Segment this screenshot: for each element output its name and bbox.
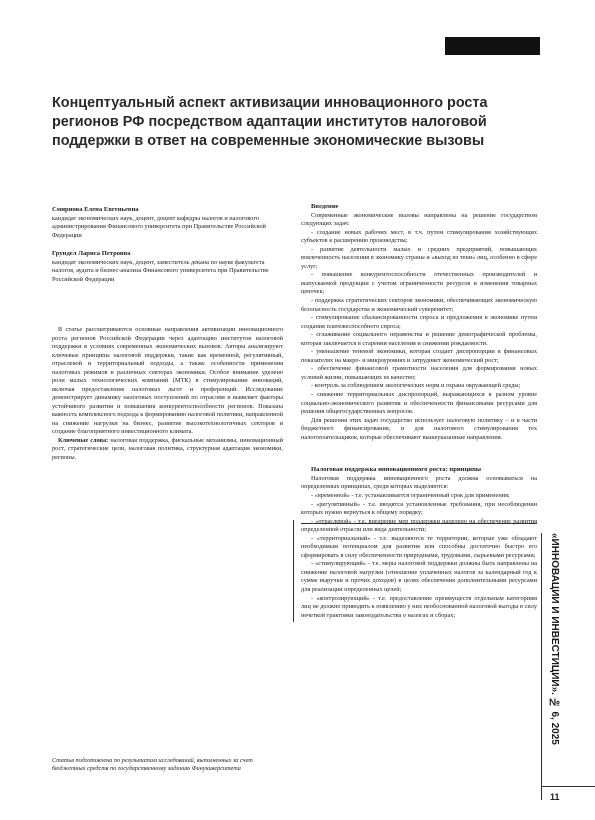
intro-paragraph: - контроль за соблюдением экологических норм и охрана окружающей среды;	[311, 382, 521, 390]
section-paragraph: - «контролирующий» - т.е. предоставление преимуществ отдельным категориям лиц не должно приводить к появлению у них необоснованной налоговой выгоды в силу нечеткой трактовки законодательства о налогах и сборах;	[301, 594, 537, 619]
intro-paragraph: Современные экономические вызовы направлены на решение государством следующих задач:	[301, 211, 537, 228]
author-affiliation: кандидат экономических наук, доцент, доцент кафедры налогов и налогового администрирования Финансового университета при Правительстве Российской Федерации	[52, 214, 266, 239]
author-1	[52, 206, 283, 240]
section-paragraph: - «регулятивный» - т.е. вводятся установленные требования, при несоблюдении которых нужно вернуться к общему порядку;	[301, 500, 537, 517]
column-divider	[293, 520, 294, 622]
intro-paragraph: - обеспечение финансовой грамотности населения для формирования новых условий жизни, повышающих ее качество;	[301, 365, 537, 381]
journal-name: «ИННОВАЦИИ И ИНВЕСТИЦИИ». № 6, 2025	[549, 533, 560, 745]
footer-divider	[541, 786, 595, 787]
section-paragraph: - «стимулирующий» - т.е. меры налоговой поддержки должны быть направлены на снижение налоговой нагрузки (отношение уплаченных налогов за календарный год к сумме выручки и прочих доходов) в целях обеспечения дополнительными ресурсами для реализации определенных целей;	[301, 560, 537, 593]
keywords	[52, 437, 283, 463]
header-bar	[445, 37, 540, 55]
section-paragraph: Налоговая поддержка инновационного роста должна основываться на определенных принципах, среди которых выделяются:	[301, 474, 537, 491]
funding-footnote: Статья подготовлена по результатам исследований, выполненных за счет бюджетных средств по государственному заданию Финуниверситета	[52, 757, 253, 772]
intro-paragraph: - снижение территориальных диспропорций, выражающихся в разном уровне социально-экономического развития и обеспеченности финансовыми ресурсами для решения общегосударственных вопросов.	[301, 391, 537, 416]
journal-title: «ИННОВАЦИИ И ИНВЕСТИЦИИ»	[549, 533, 560, 693]
intro-paragraph: - создание новых рабочих мест, в т.ч. путем стимулирования хозяйствующих субъектов к расширению производства;	[301, 228, 537, 245]
abstract-paragraph: В статье рассматриваются основные направления активизации инновационного роста регионов Российской Федерации через адаптацию институтов налоговой поддержки в условиях современных экономических вызовов. Авторы анализируют ключевые принципы налоговой поддержки, такие как временной, регулятивный, отраслевой и территориальный подходы, а также особенности применения налоговых режимов в различных секторах экономики. Особое внимание уделено роли малых технологических компаний (МТК) в стимулировании инноваций, включая предоставление налоговых льгот и преференций. Исследование демонстрирует динамику налоговых поступлений по отраслям и выявляет факторы устойчивого развития и повышения конкурентоспособности регионов. Показана важность комплексного подхода к формированию налоговой политики, направленной на снижение нагрузки на бизнес, развитие высокотехнологичных секторов и создание благоприятного инвестиционного климата.	[52, 326, 283, 435]
right-column	[301, 203, 537, 620]
section-heading: Налоговая поддержка инновационного роста: принципы	[311, 466, 482, 474]
intro-paragraph: - уменьшение теневой экономики, которая создает диспропорции в финансовых показателях на макро- и микроуровнях и затрудняет экономический рост;	[301, 348, 537, 364]
author-2	[52, 250, 283, 284]
journal-issue: № 6, 2025	[549, 697, 560, 745]
author-affiliation: кандидат экономических наук, доцент, заместитель декана по науке факультета налогов, аудита и бизнес-анализа Финансового университета при Правительстве Российской Федерации	[52, 258, 269, 283]
article-title: Концептуальный аспект активизации инновационного роста регионов РФ посредством адаптации институтов налоговой поддержки в ответ на современные экономические вызовы	[52, 95, 488, 149]
section-paragraph: - «территориальный» - т.е. выделяются те территории, которые уже обладают необходимым потенциалом для развития или способны достаточно быстро его сформировать в силу обеспеченности природными, трудовыми, сырьевыми ресурсами;	[301, 534, 537, 559]
intro-paragraph: - поддержка стратегических секторов экономики, обеспечивающих экономическую безопасность государства и экономический суверенитет;	[301, 297, 537, 313]
section-paragraph: - «отраслевой» - т.е. внедрение мер поддержки нацелено на обеспечение развития определенной отрасли или вида деятельности;	[301, 517, 537, 534]
keywords-label: Ключевые слова:	[58, 436, 109, 444]
intro-paragraph: - повышение конкурентоспособности отечественных производителей и выпускаемой продукции с учетом ограниченности ресурсов и изменения товарных цепочек;	[301, 271, 537, 296]
section-paragraph: - «временной» - т.е. устанавливается ограниченный срок для применения;	[311, 491, 510, 499]
intro-paragraph: - развитие деятельности малых и средних предприятий, повышающих вовлеченность населения в экономику страны и «выход из тени» лиц, особенно в сфере услуг;	[301, 245, 537, 270]
author-name: Грундел Лариса Петровна	[52, 250, 131, 257]
left-column	[52, 206, 283, 462]
intro-paragraph: - сглаживание социального неравенства и решение демографической проблемы, которая заключается в старении населения и снижении рождаемости.	[301, 331, 537, 347]
intro-heading: Введение	[311, 203, 339, 210]
keywords-text: налоговая поддержка, фискальные механизмы, инновационный рост, стратегические цели, налоговая политика, структурная адаптация экономики, регионы.	[52, 436, 283, 461]
abstract	[52, 326, 283, 462]
page-number: 11	[550, 792, 560, 802]
intro-paragraph: Для решения этих задач государство использует налоговую политику – и в части бюджетного финансирования, и для налогового стимулирования тех налогоплательщиков, которые обеспечивают вышеуказанные направления.	[301, 416, 537, 441]
sidebar-divider	[541, 533, 542, 800]
author-name: Смирнова Елена Евгеньевна	[52, 206, 139, 213]
intro-paragraph: - стимулирование сбалансированности спроса и предложения в экономике путем создания платежеспособного спроса;	[301, 314, 537, 330]
